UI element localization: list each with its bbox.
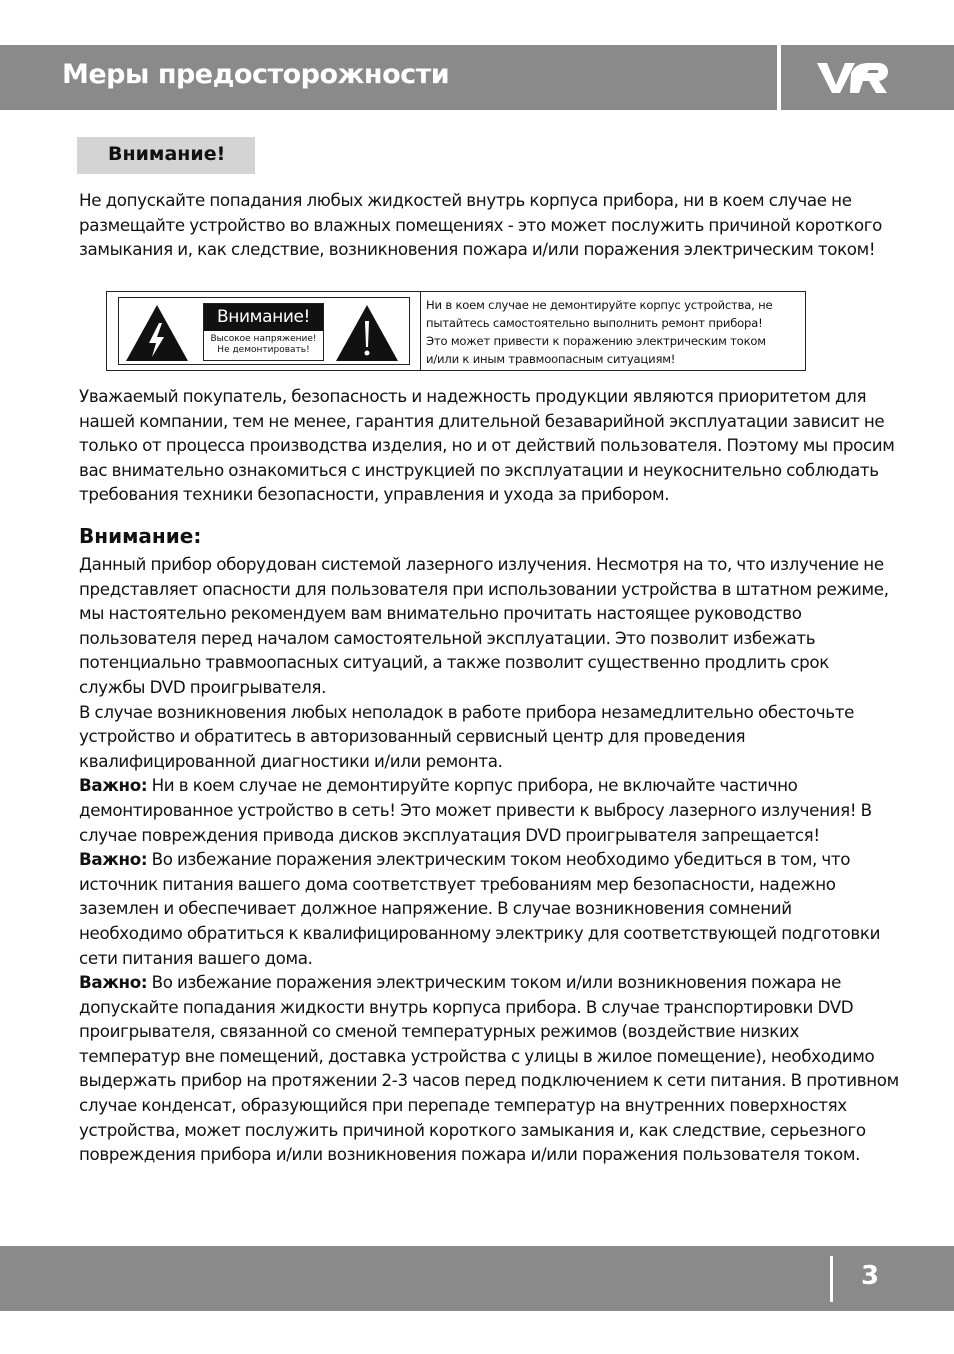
vr-logo — [815, 59, 889, 97]
attention-heading: Внимание: — [79, 524, 202, 548]
caution-tag-label: Внимание! — [108, 143, 226, 165]
important-text-1: Ни в коем случае не демонтируйте корпус прибора, не включайте частично демонтированное устройство в сеть! Это может привести к выбросу лазерного излучения! В случае повреждения привода дисков эксплуатация DVD проигрывателя запрещается! — [79, 775, 872, 845]
lightning-warning-icon — [124, 303, 190, 363]
page-header — [0, 45, 954, 110]
laser-paragraph: Данный прибор оборудован системой лазерного излучения. Несмотря на то, что излучение не представляет опасности для пользователя при использовании устройства в штатном режиме, мы настоятельно рекомендуем вам внимательно прочитать настоящее руководство пользователя перед началом самостоятельной эксплуатации. Это позволит избежать потенциально травмоопасных ситуаций, а также позволит существенно продлить срок службы DVD проигрывателя. — [79, 554, 889, 697]
important-note-1 — [79, 773, 899, 847]
service-paragraph: В случае возникновения любых неполадок в работе прибора незамедлительно обесточьте устройство и обратитесь в авторизованный сервисный центр для проведения квалифицированной диагностики и/или ремонта. — [79, 701, 855, 771]
footer-divider — [830, 1256, 833, 1302]
warning-text-line: Это может привести к поражению электрическим током — [426, 334, 766, 348]
important-note-3 — [79, 970, 899, 1167]
label-subtext — [204, 334, 323, 356]
exclamation-warning-icon — [334, 303, 400, 363]
high-voltage-label — [203, 303, 324, 361]
warning-text-line: Ни в коем случае не демонтируйте корпус устройства, не — [426, 298, 773, 312]
page-title: Меры предосторожности — [62, 59, 450, 90]
warning-text — [426, 296, 804, 368]
important-text-2: Во избежание поражения электрическим током необходимо убедиться в том, что источник питания вашего дома соответствует требованиям мер безопасности, надежно заземлен и обеспечивает должное напряжение. В случае возникновения сомнений необходимо обратиться к квалифицированному электрику для соответствующей подготовки сети питания вашего дома. — [79, 849, 881, 968]
warning-box — [106, 291, 806, 371]
label-title: Внимание! — [204, 304, 323, 331]
intro-paragraph: Не допускайте попадания любых жидкостей внутрь корпуса прибора, ни в коем случае не размещайте устройство во влажных помещениях - это может послужить причиной короткого замыкания и, как следствие, возникновения пожара и/или поражения электрическим током! — [79, 190, 883, 260]
page-number: 3 — [861, 1261, 880, 1291]
caution-tag — [77, 137, 255, 174]
warning-label-panel — [118, 297, 410, 365]
warning-divider — [420, 292, 421, 370]
page-footer — [0, 1246, 954, 1311]
header-divider — [777, 45, 781, 110]
warning-text-line: и/или к иным травмоопасным ситуациям! — [426, 352, 676, 366]
important-text-3: Во избежание поражения электрическим током и/или возникновения пожара не допускайте попадания жидкости внутрь корпуса прибора. В случае транспортировки DVD проигрывателя, связанной со сменой температурных режимов (воздействие низких температур вне помещений, доставка устройства с улицы в жилое помещение), необходимо выдержать прибор на протяжении 2-3 часов перед подключением к сети питания. В противном случае конденсат, образующийся при перепаде температур на внутренних поверхностях устройства, может послужить причиной короткого замыкания и, как следствие, серьезного повреждения прибора и/или возникновения пожара и/или поражения пользователя током. — [79, 972, 899, 1165]
important-label: Важно: — [79, 775, 148, 796]
important-note-2 — [79, 847, 899, 970]
label-line-1: Высокое напряжение! — [210, 334, 317, 344]
customer-paragraph: Уважаемый покупатель, безопасность и надежность продукции являются приоритетом для нашей компании, тем не менее, гарантия длительной безаварийной эксплуатации зависит не только от процесса производства изделия, но и от действий пользователя. Поэтому мы просим вас внимательно ознакомиться с инструкцией по эксплуатации и неукоснительно соблюдать требования техники безопасности, управления и ухода за прибором. — [79, 386, 895, 505]
laser-section — [79, 552, 899, 1167]
warning-text-line: пытайтесь самостоятельно выполнить ремонт прибора! — [426, 316, 763, 330]
important-label: Важно: — [79, 972, 148, 993]
label-line-2: Не демонтировать! — [217, 345, 310, 355]
important-label: Важно: — [79, 849, 148, 870]
